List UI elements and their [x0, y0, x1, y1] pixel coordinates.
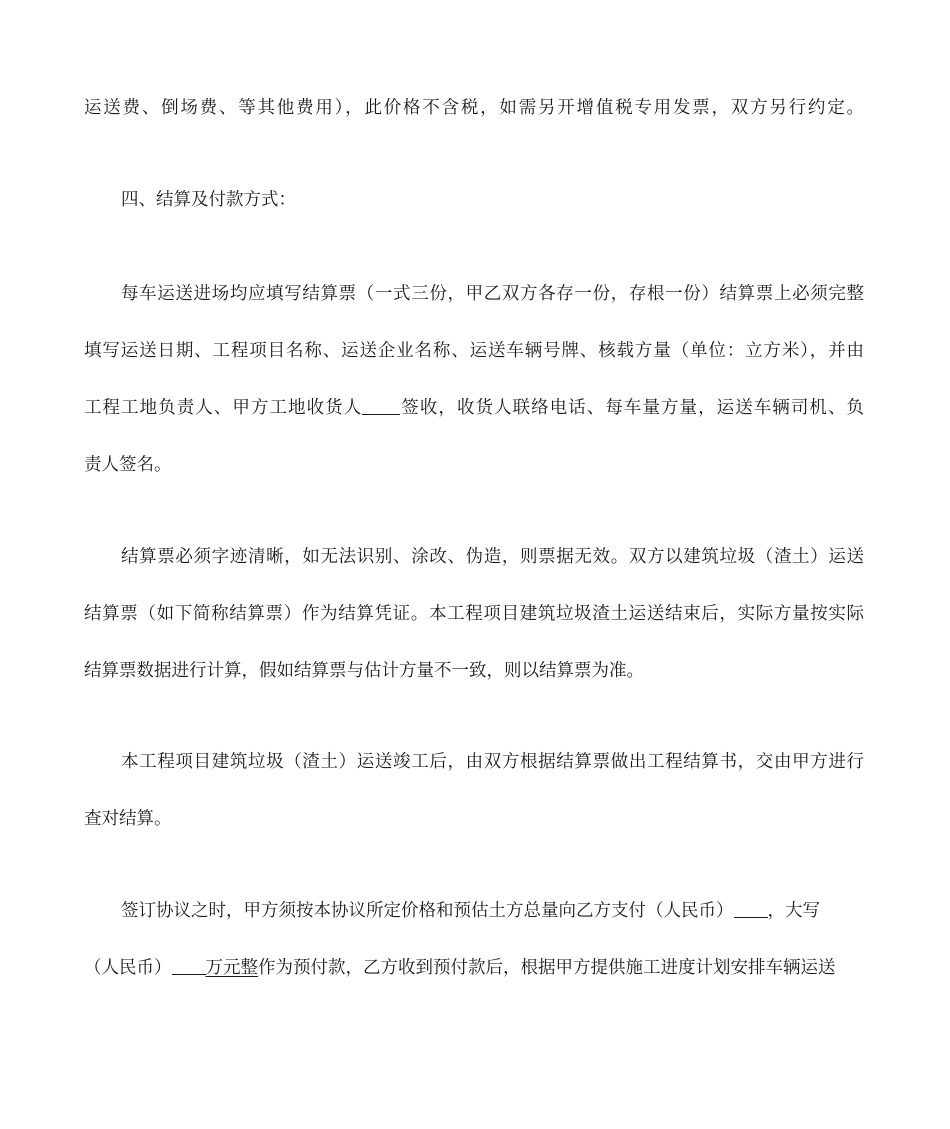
text-line [84, 396, 864, 420]
text-line [84, 956, 864, 980]
fill-blank [734, 899, 768, 918]
fill-blank [172, 956, 206, 975]
text-line: 运送费、倒场费、等其他费用），此价格不含税，如需另开增值税专用发票，双方另行约定。 [84, 98, 864, 118]
text-line: 结算票数据进行计算，假如结算票与估计方量不一致，则以结算票为准。 [84, 661, 644, 681]
fill-blank [362, 396, 400, 415]
text-line: 责人签名。 [84, 455, 172, 475]
section-heading: 四、结算及付款方式： [121, 190, 296, 210]
underlined-amount: 万元整 [205, 958, 258, 978]
text-fragment: 签收，收货人联络电话、每车量方量，运送车辆司机、负 [400, 398, 864, 418]
text-line: 结算票（如下简称结算票）作为结算凭证。本工程项目建筑垃圾渣土运送结束后，实际方量按实际 [84, 604, 864, 624]
text-line: 本工程项目建筑垃圾（渣土）运送竣工后，由双方根据结算票做出工程结算书，交由甲方进行 [121, 752, 864, 772]
text-fragment: 作为预付款，乙方收到预付款后，根据甲方提供施工进度计划安排车辆运送 [258, 958, 836, 978]
text-fragment: ，大写 [767, 901, 820, 921]
text-fragment: （人民币） [84, 958, 172, 978]
text-fragment: 签订协议之时，甲方须按本协议所定价格和预估土方总量向乙方支付（人民币） [121, 901, 734, 921]
text-fragment: 工程工地负责人、甲方工地收货人 [84, 398, 363, 418]
text-line: 结算票必须字迹清晰，如无法识别、涂改、伪造，则票据无效。双方以建筑垃圾（渣土）运送 [121, 547, 864, 567]
text-line: 查对结算。 [84, 809, 172, 829]
text-line [121, 899, 864, 923]
text-line: 每车运送进场均应填写结算票（一式三份，甲乙双方各存一份，存根一份）结算票上必须完整 [121, 284, 864, 304]
text-line: 填写运送日期、工程项目名称、运送企业名称、运送车辆号牌、核载方量（单位：立方米），并由 [84, 341, 864, 361]
